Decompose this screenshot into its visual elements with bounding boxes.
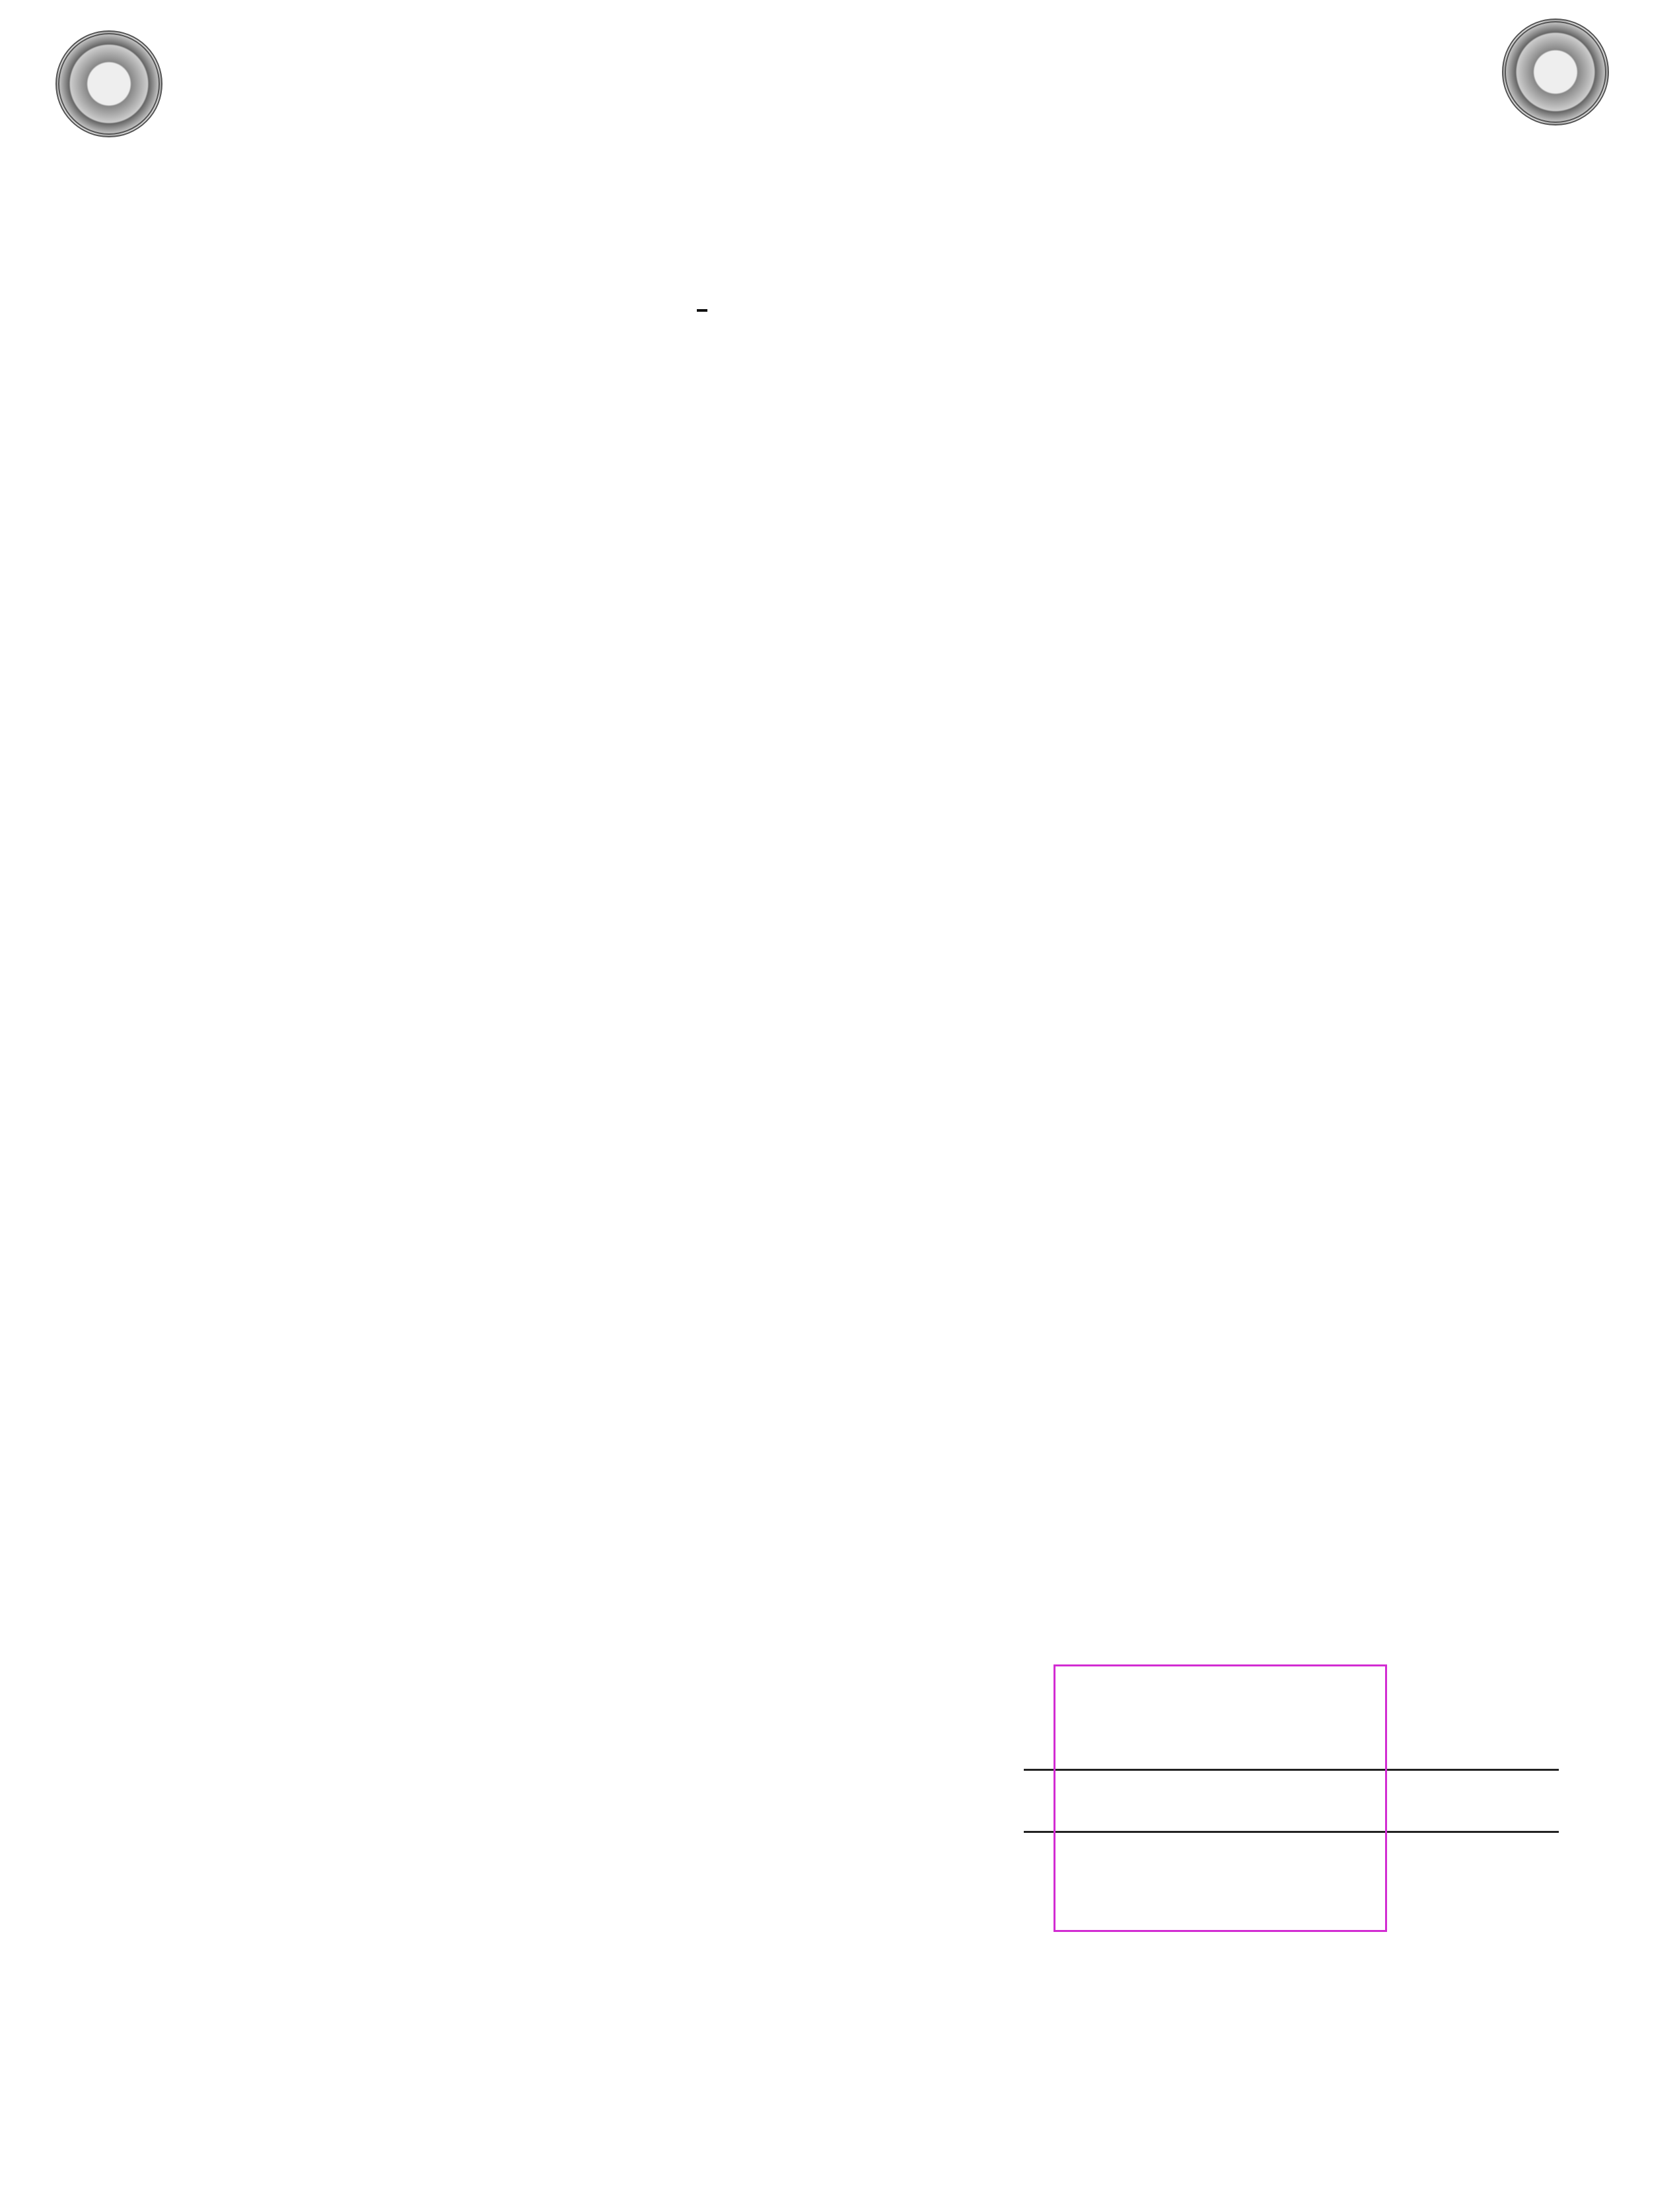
shu-seal-icon <box>1502 18 1609 125</box>
logo-left <box>26 26 192 141</box>
redaction-box <box>1054 1664 1387 1932</box>
logo-right <box>1473 15 1638 129</box>
date-value <box>697 271 707 312</box>
shu-seal-icon <box>55 30 162 137</box>
date-line <box>697 271 707 310</box>
